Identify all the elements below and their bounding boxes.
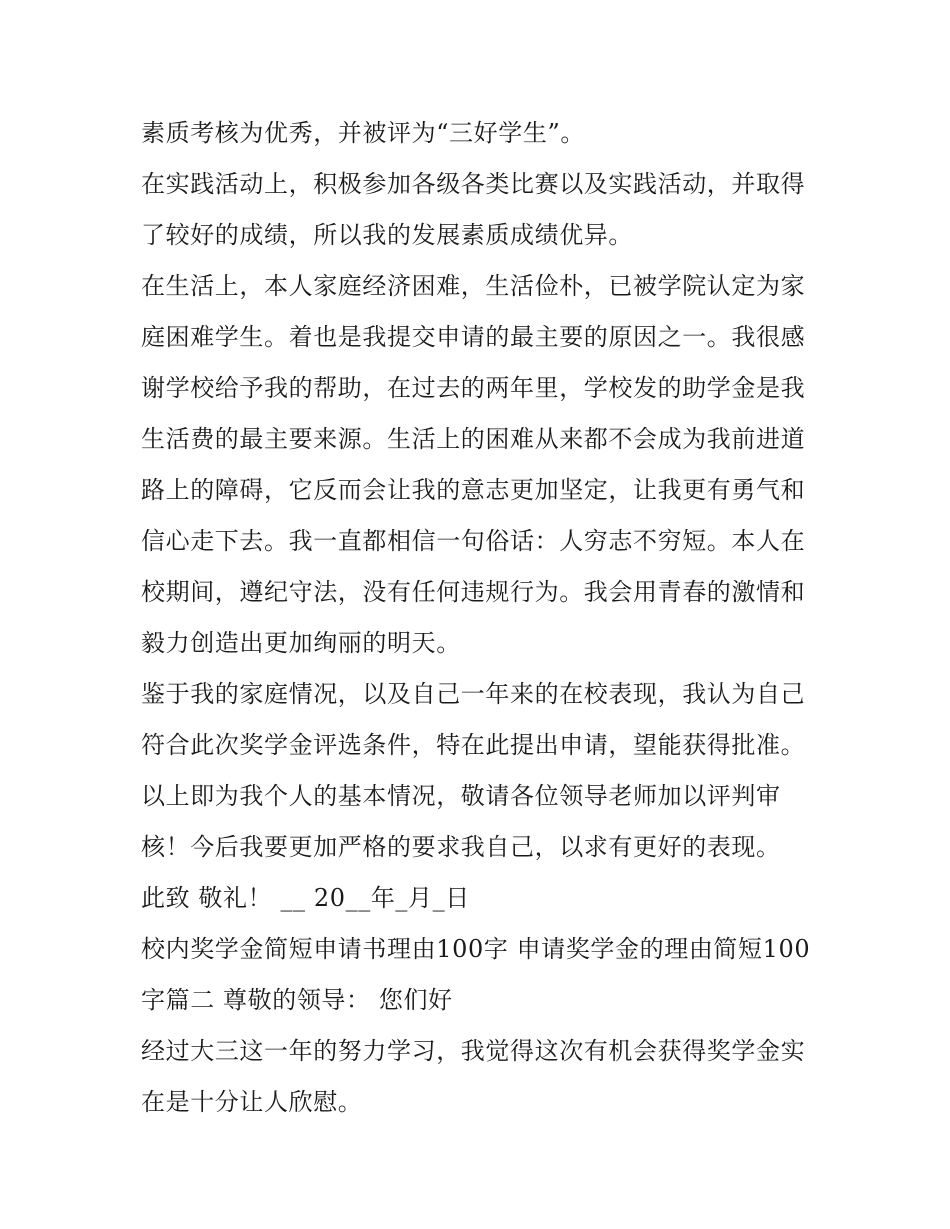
text-line: 鉴于我的家庭情况，以及自己一年来的在校表现，我认为自己 [141, 680, 806, 708]
document-body [141, 108, 821, 1128]
text-line: 在生活上，本人家庭经济困难，生活俭朴，已被学院认定为家 [141, 272, 806, 300]
text-line: 生活费的最主要来源。生活上的困难从来都不会成为我前进道 [141, 425, 806, 453]
closing-line: 此致 敬礼！ __ 20__年_月_日 [141, 884, 470, 912]
text-line: 路上的障碍，它反而会让我的意志更加坚定，让我更有勇气和 [141, 476, 806, 504]
section-title-line: 校内奖学金简短申请书理由100字 申请奖学金的理由简短100 [141, 935, 811, 963]
text-line: 核！今后我要更加严格的要求我自己，以求有更好的表现。 [141, 833, 781, 861]
text-line: 校期间，遵纪守法，没有任何违规行为。我会用青春的激情和 [141, 578, 806, 606]
text-line: 谢学校给予我的帮助，在过去的两年里，学校发的助学金是我 [141, 374, 806, 402]
text-line: 素质考核为优秀，并被评为“三好学生”。 [141, 119, 585, 147]
text-line: 了较好的成绩，所以我的发展素质成绩优异。 [141, 221, 633, 249]
text-line: 庭困难学生。着也是我提交申请的最主要的原因之一。我很感 [141, 323, 806, 351]
text-line: 信心走下去。我一直都相信一句俗话：人穷志不穷短。本人在 [141, 527, 806, 555]
section-title-line: 字篇二 尊敬的领导： 您们好 [141, 986, 453, 1014]
text-line: 在实践活动上，积极参加各级各类比赛以及实践活动，并取得 [141, 170, 806, 198]
text-line: 在是十分让人欣慰。 [141, 1088, 363, 1116]
text-line: 毅力创造出更加绚丽的明天。 [141, 629, 461, 657]
text-line: 以上即为我个人的基本情况，敬请各位领导老师加以评判审 [141, 782, 781, 810]
text-line: 经过大三这一年的努力学习，我觉得这次有机会获得奖学金实 [141, 1037, 806, 1065]
text-line: 符合此次奖学金评选条件，特在此提出申请，望能获得批准。 [141, 731, 806, 759]
